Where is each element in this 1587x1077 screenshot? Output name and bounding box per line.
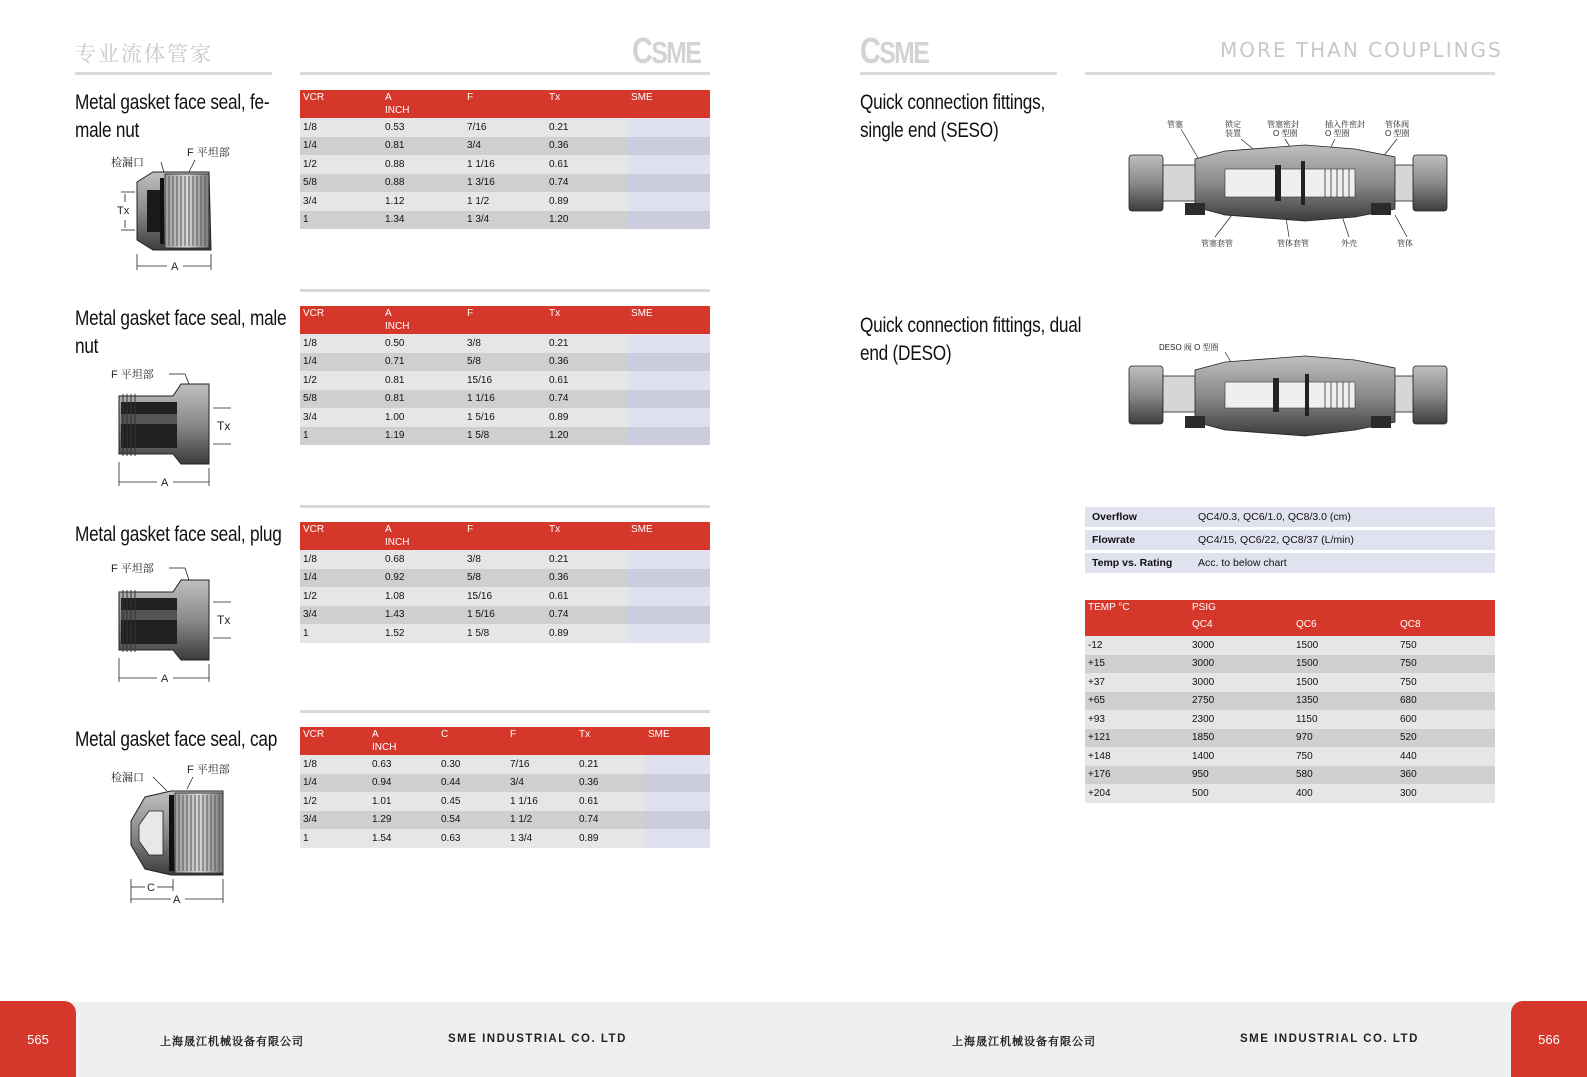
svg-text:检漏口: 检漏口	[111, 157, 144, 169]
seso-diagram	[1125, 115, 1470, 255]
table-row: 1/2 0.81 15/16 0.61	[300, 371, 710, 390]
svg-text:F 平坦部: F 平坦部	[187, 147, 230, 159]
svg-text:插入件密封: 插入件密封	[1325, 120, 1365, 129]
table-header-row	[300, 522, 710, 550]
col-blank	[1397, 600, 1495, 619]
separator-3	[300, 710, 710, 713]
svg-text:管塞套管: 管塞套管	[1201, 239, 1233, 248]
section-title-cap: Metal gasket face seal, cap	[75, 728, 278, 751]
section-title-male-nut: Metal gasket face seal, male nut	[75, 307, 287, 358]
table-row: 1/2 1.08 15/16 0.61	[300, 587, 710, 606]
svg-text:装置: 装置	[1225, 129, 1241, 138]
svg-text:A: A	[171, 261, 179, 273]
col-vcr: VCR	[300, 90, 382, 118]
table-row: 5/8 0.88 1 3/16 0.74	[300, 174, 710, 193]
plug-diagram	[105, 558, 245, 692]
info-row-overflow: Overflow QC4/0.3, QC6/1.0, QC8/3.0 (cm)	[1085, 507, 1495, 527]
svg-text:管塞密封: 管塞密封	[1267, 120, 1299, 129]
table-row: 3/4 1.12 1 1/2 0.89	[300, 192, 710, 211]
table-row: +176 950 580 360	[1085, 766, 1495, 785]
col-sme: SME	[645, 727, 710, 755]
col-sme: SME	[628, 90, 710, 118]
table-row: 3/4 1.29 0.54 1 1/2 0.74	[300, 811, 710, 830]
svg-text:A: A	[173, 894, 181, 906]
table-row: +93 2300 1150 600	[1085, 710, 1495, 729]
right-header-rule-1	[860, 72, 1057, 75]
left-logo: CSME	[632, 30, 701, 71]
table-header-row	[300, 727, 710, 755]
svg-text:O 型圈: O 型圈	[1385, 129, 1410, 138]
section-title-female-nut: Metal gasket face seal, fe- male nut	[75, 91, 270, 142]
left-header-title: 专业流体管家	[75, 42, 213, 66]
table-row: 1 1.34 1 3/4 1.20	[300, 211, 710, 230]
svg-text:Tx: Tx	[117, 205, 130, 217]
logo-c-icon: C	[860, 30, 880, 71]
plug-table	[300, 522, 710, 643]
left-header-rule-2	[300, 72, 710, 75]
svg-text:F 平坦部: F 平坦部	[187, 764, 230, 776]
table-row: +37 3000 1500 750	[1085, 673, 1495, 692]
right-page-number: 566	[1511, 1001, 1587, 1077]
female-nut-table	[300, 90, 710, 229]
col-tx: Tx	[546, 522, 628, 550]
table-row: +65 2750 1350 680	[1085, 692, 1495, 711]
svg-text:O 型圈: O 型圈	[1273, 129, 1298, 138]
svg-text:管体阀: 管体阀	[1385, 120, 1409, 129]
left-footer-company-cn: 上海晟江机械设备有限公司	[160, 1035, 304, 1048]
table-header-row	[300, 90, 710, 118]
separator-2	[300, 505, 710, 508]
table-row: 3/4 1.43 1 5/16 0.74	[300, 606, 710, 625]
table-row: 1/2 0.88 1 1/16 0.61	[300, 155, 710, 174]
col-psig: PSIG	[1189, 600, 1293, 619]
table-row: 3/4 1.00 1 5/16 0.89	[300, 408, 710, 427]
col-a: A INCH	[369, 727, 438, 755]
logo-c-icon: C	[632, 30, 652, 71]
table-row: 1/2 1.01 0.45 1 1/16 0.61	[300, 792, 710, 811]
table-row: 1 1.52 1 5/8 0.89	[300, 624, 710, 643]
right-footer-company-en: SME INDUSTRIAL CO. LTD	[1240, 1033, 1419, 1045]
table-row: 1/8 0.50 3/8 0.21	[300, 334, 710, 353]
col-c: C	[438, 727, 507, 755]
svg-text:C: C	[147, 882, 155, 894]
right-header-title: MORE THAN COUPLINGS	[1220, 38, 1503, 62]
table-row: +15 3000 1500 750	[1085, 655, 1495, 674]
col-temp: TEMP °C	[1085, 600, 1189, 619]
svg-text:DESO 阀 O 型圈: DESO 阀 O 型圈	[1159, 343, 1219, 352]
quick-info-table	[1085, 504, 1495, 576]
col-tx: Tx	[546, 90, 628, 118]
table-row: +204 500 400 300	[1085, 784, 1495, 803]
table-row: +121 1850 970 520	[1085, 729, 1495, 748]
svg-text:F 平坦部: F 平坦部	[111, 563, 154, 575]
svg-text:检漏口: 检漏口	[111, 772, 144, 784]
col-f: F	[464, 306, 546, 334]
col-blank	[1085, 619, 1189, 636]
col-a: A INCH	[382, 522, 464, 550]
section-title-plug: Metal gasket face seal, plug	[75, 523, 282, 546]
right-footer-company-cn: 上海晟江机械设备有限公司	[952, 1035, 1096, 1048]
left-page-number: 565	[0, 1001, 76, 1077]
temp-rating-table	[1085, 600, 1495, 803]
table-row: 1/8 0.63 0.30 7/16 0.21	[300, 755, 710, 774]
col-vcr: VCR	[300, 306, 382, 334]
col-tx: Tx	[576, 727, 645, 755]
male-nut-diagram	[105, 362, 245, 496]
svg-text:A: A	[161, 477, 169, 489]
table-subheader-row	[1085, 619, 1495, 636]
info-row-flowrate: Flowrate QC4/15, QC6/22, QC8/37 (L/min)	[1085, 530, 1495, 550]
left-header-rule-1	[75, 72, 272, 75]
cap-diagram	[105, 763, 245, 911]
col-qc6: QC6	[1293, 619, 1397, 636]
svg-text:外壳: 外壳	[1341, 239, 1357, 248]
section-title-seso: Quick connection fittings, single end (SESO)	[860, 91, 1046, 142]
table-row: 1/4 0.81 3/4 0.36	[300, 137, 710, 156]
table-row: 1 1.19 1 5/8 1.20	[300, 427, 710, 446]
svg-text:锁定: 锁定	[1225, 120, 1241, 129]
svg-text:Tx: Tx	[217, 419, 231, 433]
deso-diagram	[1125, 340, 1470, 450]
female-nut-diagram	[105, 142, 245, 276]
svg-text:O 型圈: O 型圈	[1325, 129, 1350, 138]
section-title-deso: Quick connection fittings, dual end (DESO)	[860, 314, 1082, 365]
svg-text:管体套管: 管体套管	[1277, 239, 1309, 248]
table-row: 1/4 0.71 5/8 0.36	[300, 353, 710, 372]
table-row: 1/8 0.68 3/8 0.21	[300, 550, 710, 569]
col-qc8: QC8	[1397, 619, 1495, 636]
right-header-rule-2	[1085, 72, 1495, 75]
col-blank	[1293, 600, 1397, 619]
table-row: 5/8 0.81 1 1/16 0.74	[300, 390, 710, 409]
table-row: 1/4 0.92 5/8 0.36	[300, 569, 710, 588]
col-sme: SME	[628, 306, 710, 334]
svg-text:A: A	[161, 673, 169, 685]
svg-text:管体: 管体	[1397, 239, 1413, 248]
info-row-temp: Temp vs. Rating Acc. to below chart	[1085, 553, 1495, 573]
separator-1	[300, 289, 710, 292]
table-row: -12 3000 1500 750	[1085, 636, 1495, 655]
svg-text:Tx: Tx	[217, 613, 231, 627]
col-sme: SME	[628, 522, 710, 550]
col-vcr: VCR	[300, 727, 369, 755]
col-vcr: VCR	[300, 522, 382, 550]
svg-text:管塞: 管塞	[1167, 120, 1183, 129]
cap-table	[300, 727, 710, 848]
table-header-row	[1085, 600, 1495, 619]
col-f: F	[464, 522, 546, 550]
left-footer-company-en: SME INDUSTRIAL CO. LTD	[448, 1033, 627, 1045]
table-header-row	[300, 306, 710, 334]
col-qc4: QC4	[1189, 619, 1293, 636]
col-f: F	[507, 727, 576, 755]
male-nut-table	[300, 306, 710, 445]
col-tx: Tx	[546, 306, 628, 334]
col-f: F	[464, 90, 546, 118]
table-row: +148 1400 750 440	[1085, 747, 1495, 766]
table-row: 1/4 0.94 0.44 3/4 0.36	[300, 774, 710, 793]
table-row: 1/8 0.53 7/16 0.21	[300, 118, 710, 137]
table-row: 1 1.54 0.63 1 3/4 0.89	[300, 829, 710, 848]
svg-text:F 平坦部: F 平坦部	[111, 369, 154, 381]
right-logo: CSME	[860, 30, 929, 71]
col-a: A INCH	[382, 90, 464, 118]
col-a: A INCH	[382, 306, 464, 334]
